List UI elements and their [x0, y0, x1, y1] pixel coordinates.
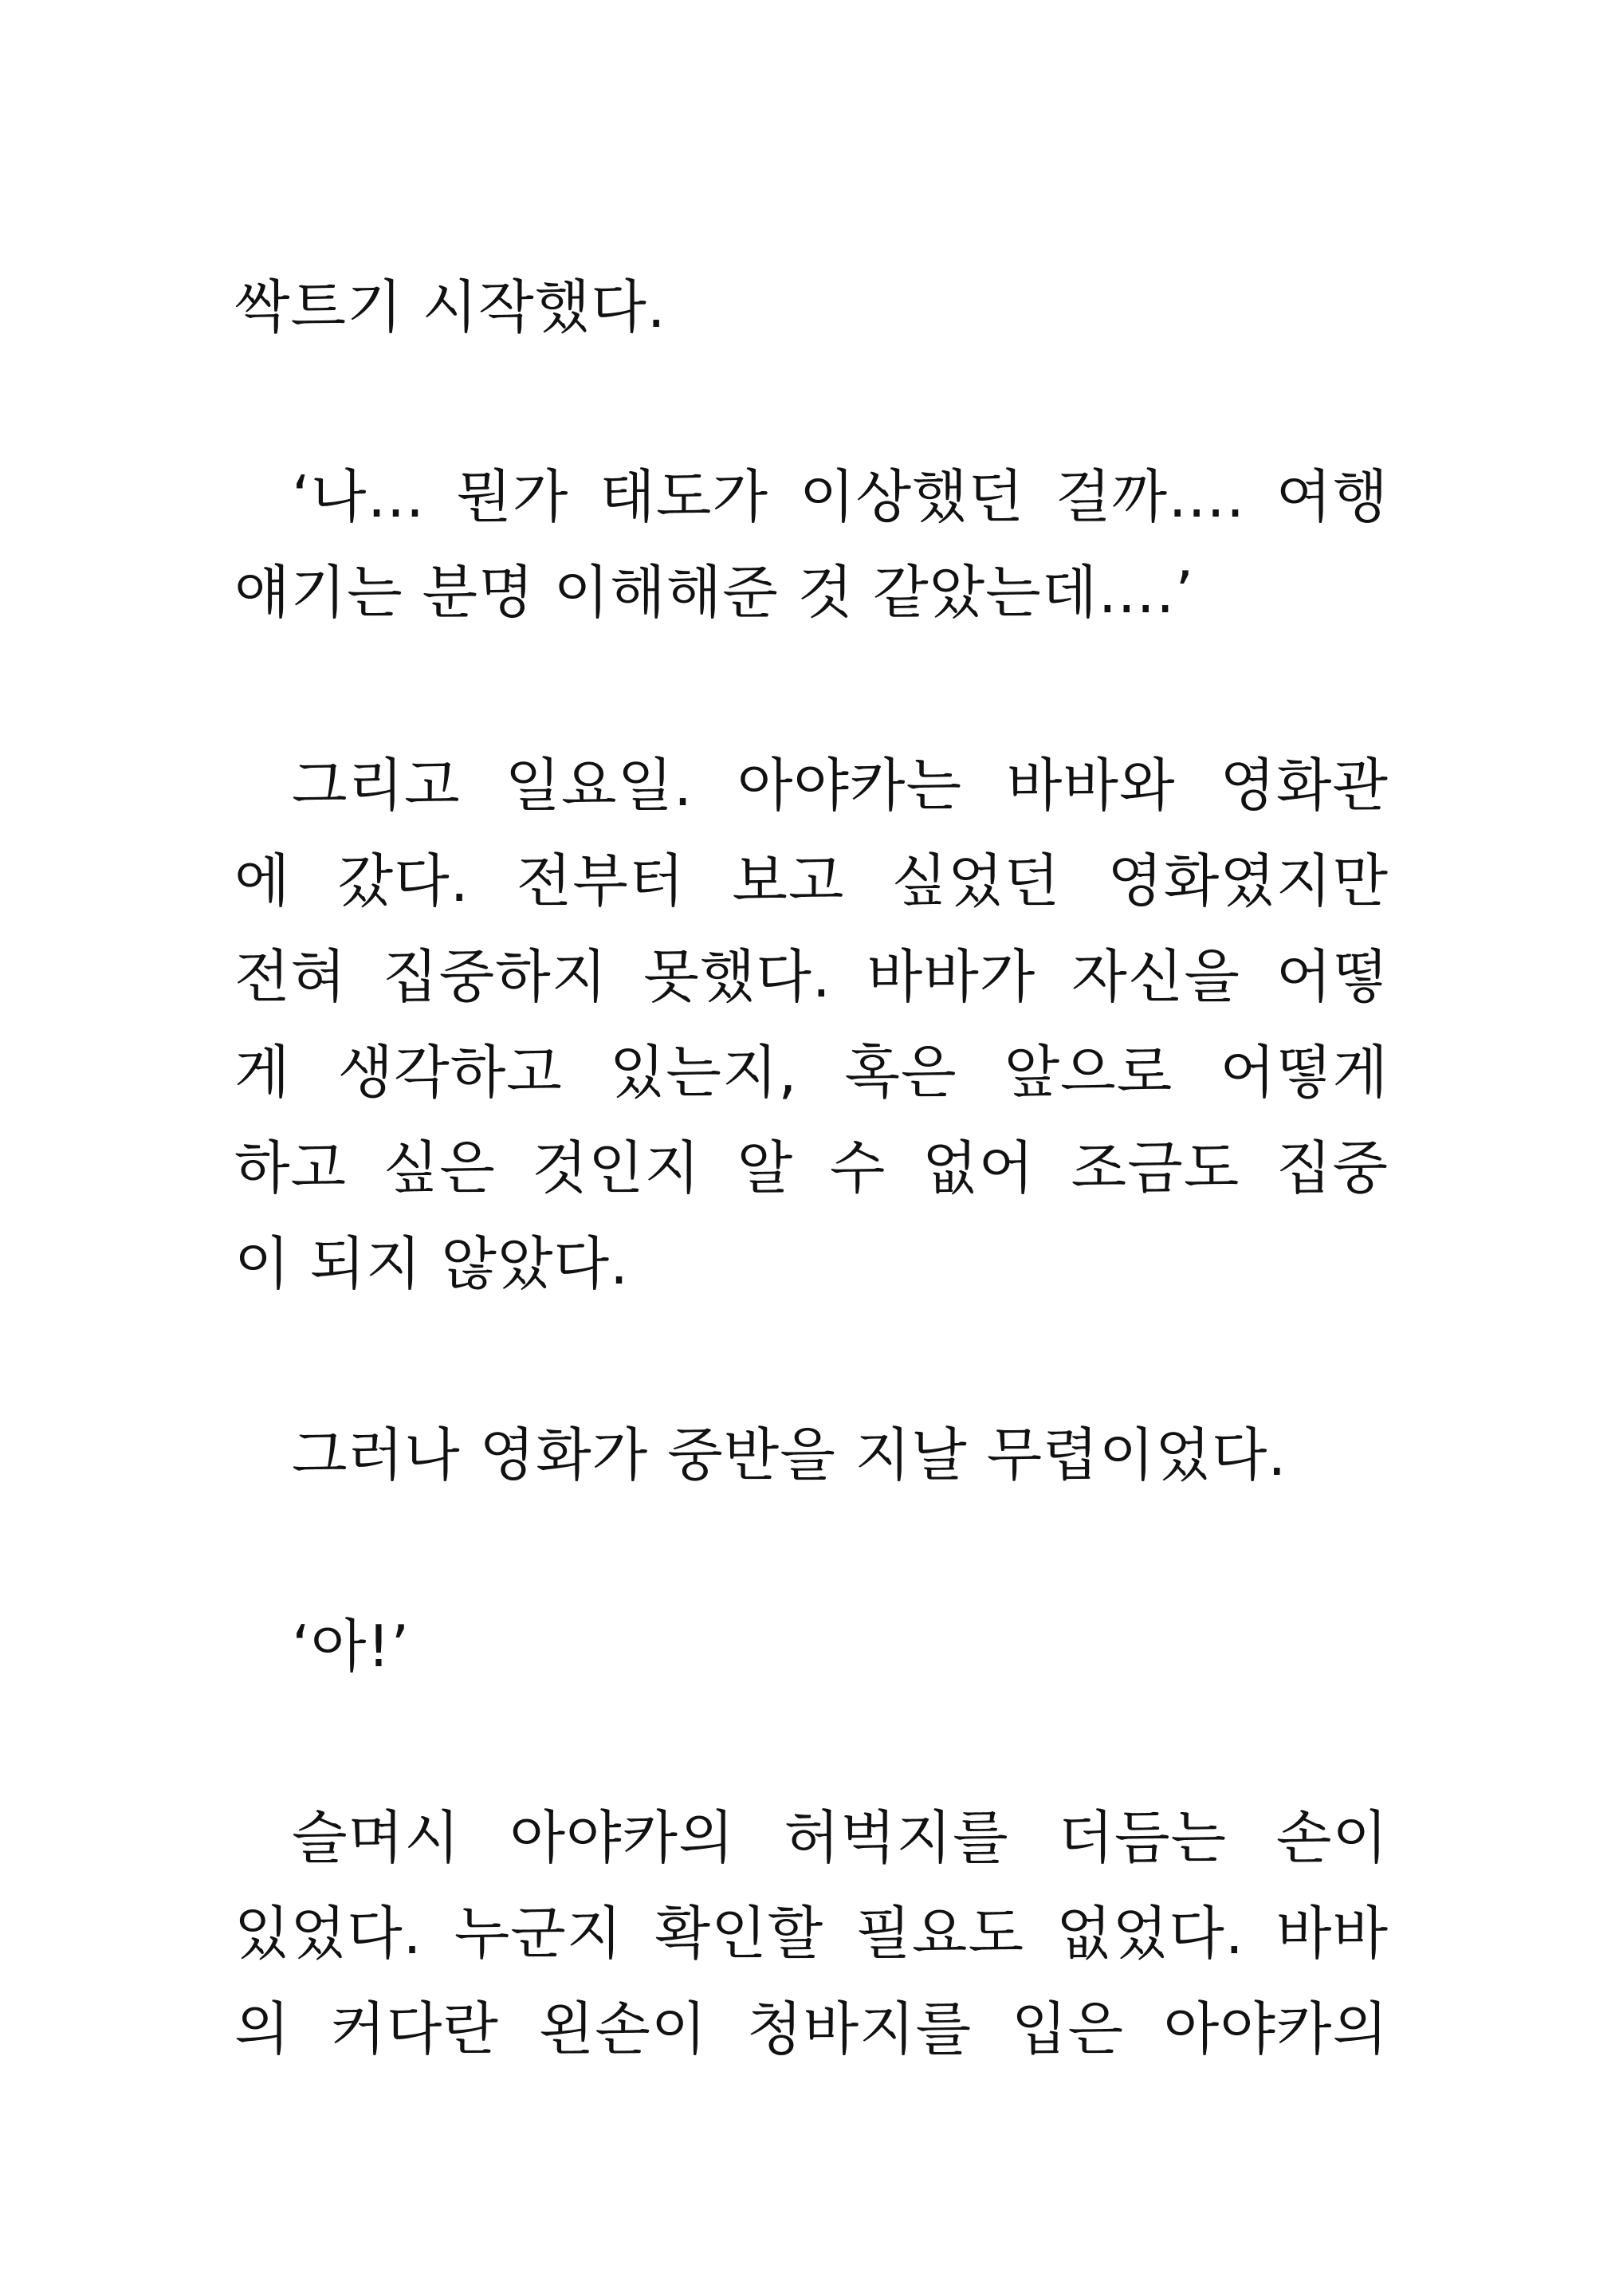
- text-line: 전혀 집중하지 못했다. 바바가 자신을 어떻: [234, 943, 1389, 1010]
- text-line: 이 되지 않았다.: [234, 1230, 629, 1297]
- text-line: 의 커다란 왼손이 청바지를 입은 아야카의: [234, 1995, 1389, 2062]
- text-line: 슬며시 아야카의 허벅지를 더듬는 손이: [292, 1804, 1389, 1871]
- text-line: 게 생각하고 있는지, 혹은 앞으로 어떻게: [234, 1039, 1389, 1106]
- text-line: 있었다. 누군지 확인할 필요도 없었다. 바바: [234, 1900, 1389, 1967]
- text-line: 그리고 일요일. 아야카는 바바와 영화관: [292, 752, 1389, 819]
- text-line: 에 갔다. 전부터 보고 싶었던 영화였지만: [234, 847, 1389, 914]
- text-line: 싹트기 시작했다.: [234, 273, 666, 340]
- text-line: ‘아!’: [292, 1613, 411, 1680]
- text-line: 하고 싶은 것인지 알 수 없어 조금도 집중: [234, 1134, 1389, 1201]
- text-line: ‘나… 뭔가 태도가 이상했던 걸까…. 여행: [292, 463, 1389, 530]
- text-line: 얘기는 분명 이해해준 것 같았는데….’: [234, 559, 1195, 626]
- text-line: 그러나 영화가 중반을 지날 무렵이었다.: [292, 1421, 1287, 1488]
